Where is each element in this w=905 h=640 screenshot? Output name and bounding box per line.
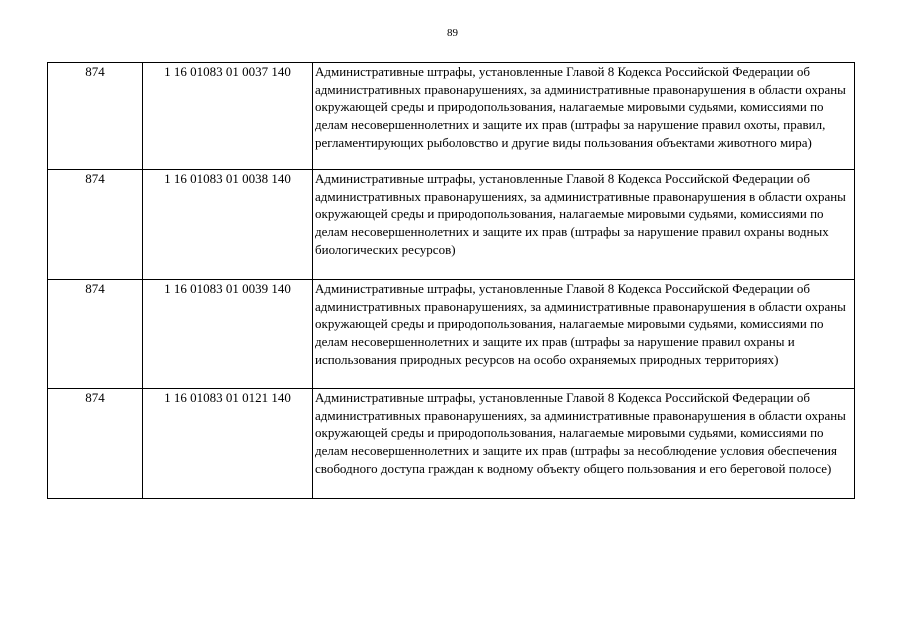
revenue-description-cell: Административные штрафы, установленные Главой 8 Кодекса Российской Федерации об административных правонарушениях, за административные правонарушения в области охраны окружающей среды и природопользования, налагаемые мировыми судьями, комиссиями по делам несовершеннолетних и защите их прав (штрафы за несоблюдение условия обеспечения свободного доступа граждан к водному объекту общего пользования и его береговой полосе)	[313, 389, 855, 499]
table-row	[48, 280, 855, 389]
budget-classification-code-cell: 1 16 01083 01 0038 140	[143, 170, 313, 280]
budget-revenue-table	[47, 62, 855, 499]
admin-code-cell: 874	[48, 389, 143, 499]
budget-classification-code-cell: 1 16 01083 01 0121 140	[143, 389, 313, 499]
table-row	[48, 170, 855, 280]
budget-classification-code-cell: 1 16 01083 01 0039 140	[143, 280, 313, 389]
admin-code-cell: 874	[48, 170, 143, 280]
budget-classification-code-cell: 1 16 01083 01 0037 140	[143, 63, 313, 170]
page-number: 89	[447, 27, 458, 39]
revenue-description-cell: Административные штрафы, установленные Главой 8 Кодекса Российской Федерации об административных правонарушениях, за административные правонарушения в области охраны окружающей среды и природопользования, налагаемые мировыми судьями, комиссиями по делам несовершеннолетних и защите их прав (штрафы за нарушение правил охраны и использования природных ресурсов на особо охраняемых природных территориях)	[313, 280, 855, 389]
admin-code-cell: 874	[48, 63, 143, 170]
revenue-description-cell: Административные штрафы, установленные Главой 8 Кодекса Российской Федерации об административных правонарушениях, за административные правонарушения в области охраны окружающей среды и природопользования, налагаемые мировыми судьями, комиссиями по делам несовершеннолетних и защите их прав (штрафы за нарушение правил охоты, правил, регламентирующих рыболовство и другие виды пользования объектами животного мира)	[313, 63, 855, 170]
revenue-description-cell: Административные штрафы, установленные Главой 8 Кодекса Российской Федерации об административных правонарушениях, за административные правонарушения в области охраны окружающей среды и природопользования, налагаемые мировыми судьями, комиссиями по делам несовершеннолетних и защите их прав (штрафы за нарушение правил охраны водных биологических ресурсов)	[313, 170, 855, 280]
admin-code-cell: 874	[48, 280, 143, 389]
table-row	[48, 63, 855, 170]
table-row	[48, 389, 855, 499]
